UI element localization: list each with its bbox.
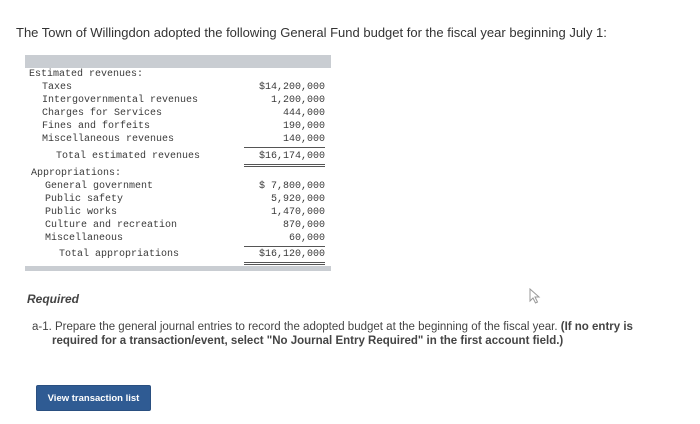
- revenue-amount: $14,200,000: [258, 82, 325, 93]
- appropriation-label: Culture and recreation: [45, 220, 178, 231]
- budget-table: [25, 55, 331, 275]
- total-revenues-label: Total estimated revenues: [56, 151, 201, 162]
- appropriation-label: Public works: [45, 207, 118, 218]
- total-appropriations-label: Total appropriations: [59, 249, 180, 260]
- total-rule: [244, 164, 325, 165]
- total-appropriations-amount: $16,120,000: [258, 249, 325, 260]
- appropriation-label: Public safety: [45, 194, 124, 205]
- problem-intro: The Town of Willingdon adopted the following General Fund budget for the fiscal year beginning July 1:: [16, 25, 607, 40]
- appropriation-amount: $ 7,800,000: [258, 181, 325, 192]
- total-rule: [244, 262, 325, 263]
- revenue-amount: 444,000: [282, 108, 325, 119]
- appropriation-amount: 870,000: [282, 220, 325, 231]
- instruction-prefix: a-1. Prepare the general journal entries to record the adopted budget at the beginning of the fiscal year.: [32, 321, 558, 333]
- appropriation-label: Miscellaneous: [45, 233, 124, 244]
- appropriation-amount: 60,000: [288, 233, 325, 244]
- revenues-heading: Estimated revenues:: [29, 69, 144, 80]
- mouse-cursor-icon: [528, 288, 542, 304]
- appropriations-heading: Appropriations:: [31, 168, 122, 179]
- revenue-label: Taxes: [42, 82, 73, 93]
- view-transaction-list-button[interactable]: View transaction list: [36, 385, 151, 411]
- table-bottom-bar: [25, 266, 331, 271]
- table-top-bar: [25, 55, 331, 68]
- appropriation-amount: 5,920,000: [270, 194, 325, 205]
- subtotal-rule: [244, 246, 325, 247]
- required-heading: Required: [27, 292, 80, 306]
- appropriation-label: General government: [45, 181, 154, 192]
- revenue-amount: 140,000: [282, 134, 325, 145]
- instruction-text: [32, 320, 682, 348]
- appropriation-amount: 1,470,000: [270, 207, 325, 218]
- revenue-label: Charges for Services: [42, 108, 163, 119]
- revenue-amount: 190,000: [282, 121, 325, 132]
- revenue-label: Intergovernmental revenues: [42, 95, 199, 106]
- instruction-note-part1: (If no entry is: [560, 321, 633, 333]
- instruction-note-part2: required for a transaction/event, select "No Journal Entry Required" in the first account field.): [52, 335, 564, 347]
- revenue-amount: 1,200,000: [270, 95, 325, 106]
- total-double-rule: [244, 264, 325, 265]
- revenue-label: Miscellaneous revenues: [42, 134, 175, 145]
- total-double-rule: [244, 166, 325, 167]
- subtotal-rule: [244, 147, 325, 148]
- total-revenues-amount: $16,174,000: [258, 151, 325, 162]
- revenue-label: Fines and forfeits: [42, 121, 151, 132]
